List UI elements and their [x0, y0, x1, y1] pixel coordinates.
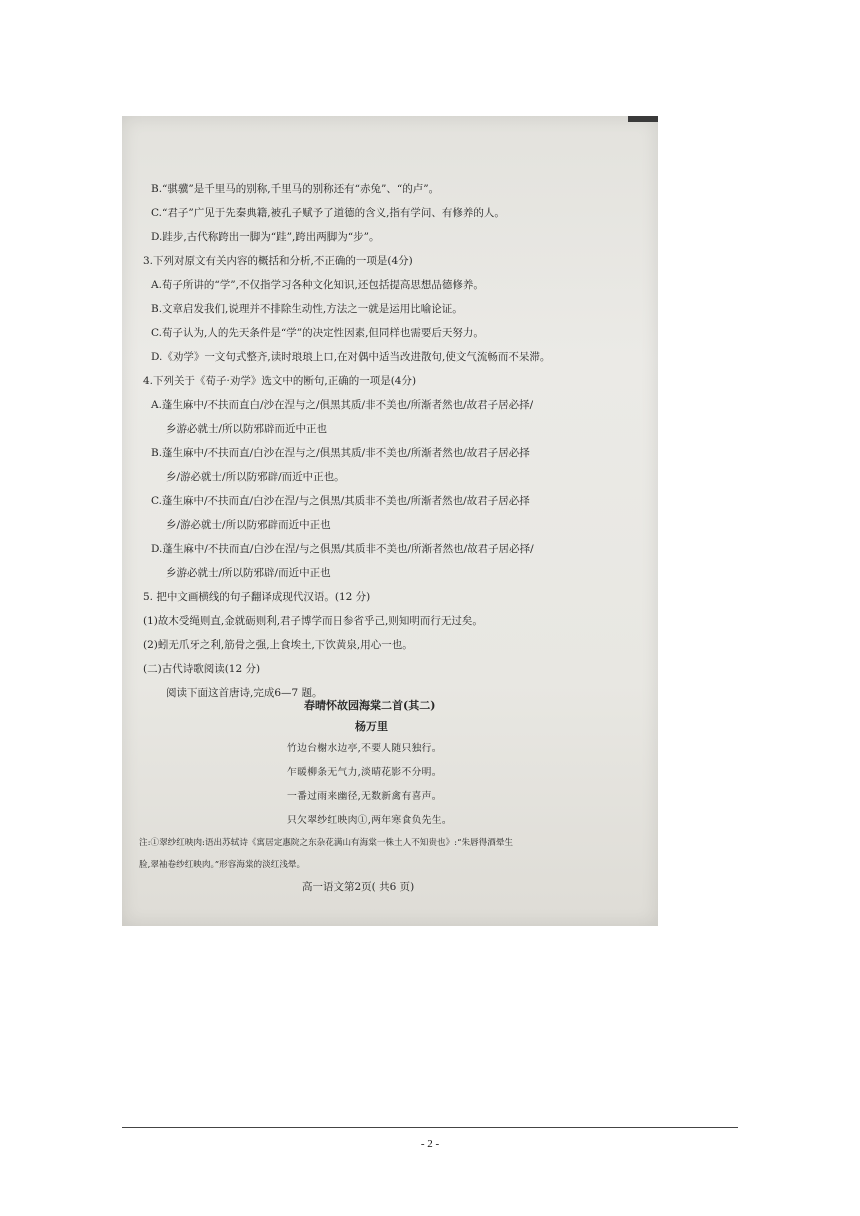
page-number: - 2 -: [420, 1138, 440, 1150]
footer-divider: [122, 1127, 738, 1128]
q4-option-b: B.蓬生麻中/不扶而直/白沙在涅与之/俱黑其质/非不美也/所渐者然也/故君子居必择: [151, 447, 530, 459]
poem-line-2: 乍暖柳条无气力,淡晴花影不分明。: [287, 767, 442, 778]
q4-option-c-cont: 乡/游必就士/所以防邪辟而近中正也: [166, 519, 331, 531]
inner-page-footer: 高一语文第2页( 共6 页): [302, 881, 415, 893]
poem-line-1: 竹边台榭水边亭,不要人随只独行。: [287, 743, 442, 754]
q5-sentence-1: (1)故木受绳则直,金就砺则利,君子博学而日参省乎己,则知明而行无过矣。: [143, 615, 483, 627]
photo-edge-shadow: [628, 116, 658, 122]
scanned-exam-photo: [122, 116, 658, 926]
poem-title: 春晴怀故园海棠二首(其二): [304, 699, 436, 712]
q3-option-a: A.荀子所讲的“学”,不仅指学习各种文化知识,还包括提高思想品德修养。: [151, 279, 484, 291]
section-poetry-heading: (二)古代诗歌阅读(12 分): [143, 663, 261, 675]
q4-option-c: C.蓬生麻中/不扶而直/白沙在涅/与之俱黑/其质非不美也/所渐者然也/故君子居必择: [151, 495, 530, 507]
question-3: 3.下列对原文有关内容的概括和分析,不正确的一项是(4分): [143, 255, 413, 267]
question-4: 4.下列关于《荀子·劝学》选文中的断句,正确的一项是(4分): [143, 375, 417, 387]
poetry-instruction: 阅读下面这首唐诗,完成6—7 题。: [166, 687, 323, 699]
q4-option-a-cont: 乡游必就士/所以防邪辟而近中正也: [166, 423, 328, 435]
poem-line-4: 只欠翠纱红映肉①,两年寒食负先生。: [287, 815, 452, 826]
option-b-qiji: B.“骐骥”是千里马的别称,千里马的别称还有“赤兔”、“的卢”。: [151, 183, 440, 195]
option-d-kuibu: D.跬步,古代称跨出一脚为“跬”,跨出两脚为“步”。: [151, 231, 380, 243]
poem-author: 杨万里: [355, 720, 388, 733]
q3-option-c: C.荀子认为,人的先天条件是“学”的决定性因素,但同样也需要后天努力。: [151, 327, 484, 339]
option-c-junzi: C.“君子”广见于先秦典籍,被孔子赋予了道德的含义,指有学问、有修养的人。: [151, 207, 505, 219]
q4-option-b-cont: 乡/游必就士/所以防邪辟/而近中正也。: [166, 471, 345, 483]
q5-sentence-2: (2)蚓无爪牙之利,筋骨之强,上食埃土,下饮黄泉,用心一也。: [143, 639, 413, 651]
poem-note-line-2: 脸,翠袖卷纱红映肉。”形容海棠的淡红浅晕。: [139, 860, 306, 870]
q4-option-d-cont: 乡游必就士/所以防邪辟/而近中正也: [166, 567, 331, 579]
q4-option-a: A.蓬生麻中/不扶而直白/沙在涅与之/俱黑其质/非不美也/所渐者然也/故君子居必择/: [151, 399, 534, 411]
q4-option-d: D.蓬生麻中/不扶而直/白沙在涅/与之俱黑/其质非不美也/所渐者然也/故君子居必择/: [151, 543, 534, 555]
poem-line-3: 一番过雨来幽径,无数新禽有喜声。: [287, 791, 442, 802]
q3-option-b: B.文章启发我们,说理并不排除生动性,方法之一就是运用比喻论证。: [151, 303, 463, 315]
poem-note-line-1: 注:①翠纱红映肉:语出苏轼诗《寓居定惠院之东杂花满山有海棠一株土人不知贵也》:“朱唇得酒晕生: [139, 838, 514, 848]
q3-option-d: D.《劝学》一文句式整齐,读时琅琅上口,在对偶中适当改进散句,使文气流畅而不呆滞。: [151, 351, 551, 363]
question-5: 5. 把中文画横线的句子翻译成现代汉语。(12 分): [143, 591, 371, 603]
